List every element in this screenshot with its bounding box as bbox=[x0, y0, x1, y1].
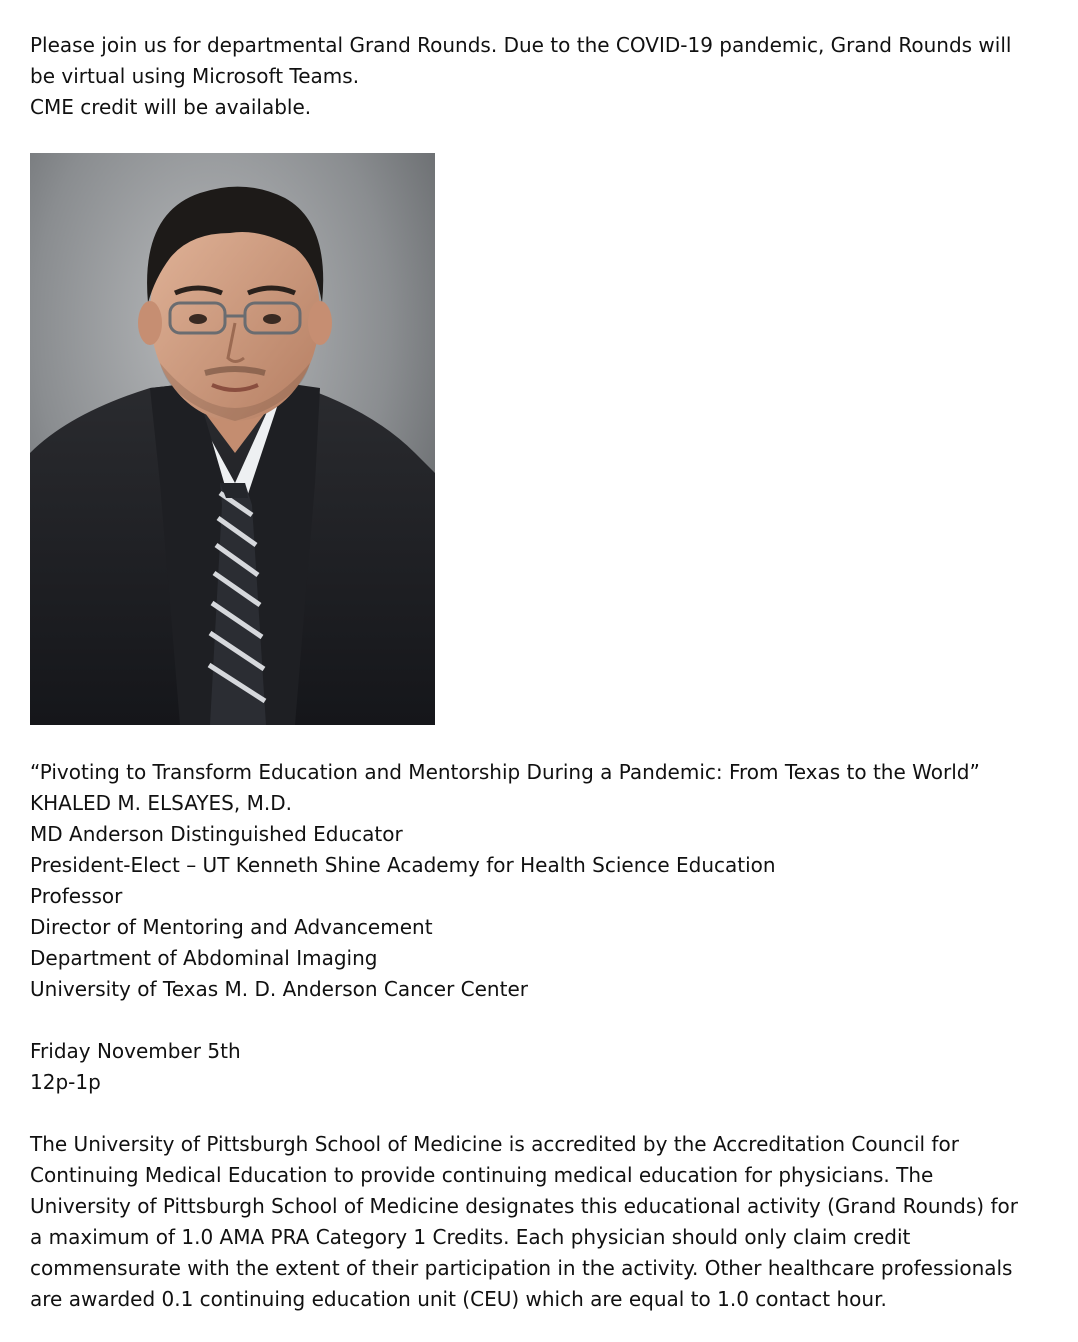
intro-line: Please join us for departmental Grand Rounds. Due to the COVID-19 pandemic, Grand Rounds will bbox=[30, 33, 1012, 57]
talk-details bbox=[30, 757, 1060, 1005]
speaker-role: University of Texas M. D. Anderson Cancer Center bbox=[30, 977, 528, 1001]
speaker-role: Department of Abdominal Imaging bbox=[30, 946, 378, 970]
accreditation-line: University of Pittsburgh School of Medicine designates this educational activity (Grand Rounds) for bbox=[30, 1194, 1018, 1218]
speaker-role: Director of Mentoring and Advancement bbox=[30, 915, 433, 939]
intro-line: CME credit will be available. bbox=[30, 95, 312, 119]
speaker-role: MD Anderson Distinguished Educator bbox=[30, 822, 403, 846]
speaker-portrait bbox=[30, 153, 435, 725]
event-date: Friday November 5th bbox=[30, 1039, 241, 1063]
accreditation-line: The University of Pittsburgh School of Medicine is accredited by the Accreditation Council for bbox=[30, 1132, 959, 1156]
accreditation-line: Continuing Medical Education to provide continuing medical education for physicians. The bbox=[30, 1163, 934, 1187]
talk-title: “Pivoting to Transform Education and Mentorship During a Pandemic: From Texas to the World” bbox=[30, 760, 980, 784]
accreditation-line: a maximum of 1.0 AMA PRA Category 1 Credits. Each physician should only claim credit bbox=[30, 1225, 911, 1249]
accreditation-line: commensurate with the extent of their participation in the activity. Other healthcare professionals bbox=[30, 1256, 1013, 1280]
intro-paragraph bbox=[30, 30, 1060, 123]
speaker-portrait-image bbox=[30, 153, 435, 725]
speaker-role: President-Elect – UT Kenneth Shine Academy for Health Science Education bbox=[30, 853, 776, 877]
speaker-name: KHALED M. ELSAYES, M.D. bbox=[30, 791, 292, 815]
accreditation-statement bbox=[30, 1129, 1060, 1315]
intro-line: be virtual using Microsoft Teams. bbox=[30, 64, 360, 88]
accreditation-line: are awarded 0.1 continuing education unit (CEU) which are equal to 1.0 contact hour. bbox=[30, 1287, 887, 1311]
speaker-role: Professor bbox=[30, 884, 123, 908]
event-schedule bbox=[30, 1036, 1060, 1098]
event-time: 12p-1p bbox=[30, 1070, 101, 1094]
